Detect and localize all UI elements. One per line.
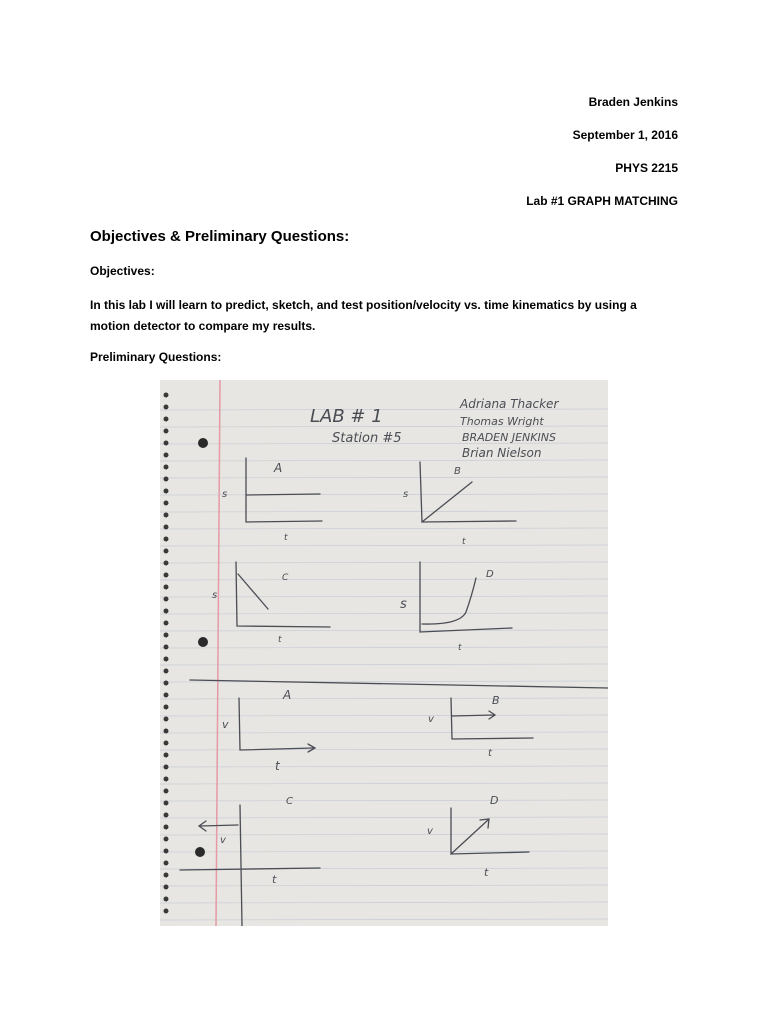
preliminary-questions-heading: Preliminary Questions: bbox=[90, 350, 222, 364]
v-axis-label: v bbox=[220, 835, 226, 846]
t-axis-label: t bbox=[272, 873, 277, 886]
graph-pos-b-label: B bbox=[454, 466, 461, 477]
t-axis-label: t bbox=[275, 759, 280, 773]
t-axis-label: t bbox=[488, 748, 492, 759]
notebook-photo bbox=[160, 380, 608, 926]
binder-hole bbox=[198, 637, 208, 647]
s-axis-label: s bbox=[212, 590, 218, 601]
v-axis-label: v bbox=[427, 826, 433, 837]
s-axis-label: s bbox=[403, 489, 409, 500]
graph-pos-a-label: A bbox=[274, 461, 283, 475]
s-axis-label: s bbox=[222, 489, 228, 500]
notebook-sketch bbox=[160, 380, 608, 926]
group-member-name: Brian Nielson bbox=[462, 446, 542, 460]
t-axis-label: t bbox=[284, 533, 288, 543]
objectives-text: In this lab I will learn to predict, sketch, and test position/velocity vs. time kinematics by using a motion detector to compare my results. bbox=[90, 298, 637, 333]
v-axis-label: v bbox=[428, 714, 434, 725]
notebook-title-line2: Station #5 bbox=[332, 431, 402, 446]
graph-pos-d-label: D bbox=[486, 569, 494, 580]
report-date: September 1, 2016 bbox=[572, 128, 678, 142]
objectives-heading: Objectives: bbox=[90, 264, 155, 278]
binder-hole bbox=[198, 438, 208, 448]
binder-hole bbox=[195, 847, 205, 857]
graph-vel-a-label: A bbox=[283, 688, 292, 702]
section-title: Objectives & Preliminary Questions: bbox=[90, 228, 350, 245]
s-axis-label: s bbox=[400, 597, 407, 612]
t-axis-label: t bbox=[278, 635, 282, 645]
t-axis-label: t bbox=[462, 537, 466, 547]
graph-vel-c-label: C bbox=[286, 796, 293, 807]
group-member-name: Thomas Wright bbox=[460, 415, 544, 428]
notebook-title-line1: LAB # 1 bbox=[310, 406, 383, 427]
v-axis-label: v bbox=[222, 718, 229, 731]
paper-background bbox=[160, 380, 608, 926]
graph-vel-d-label: D bbox=[490, 794, 499, 807]
course-code: PHYS 2215 bbox=[615, 161, 678, 175]
group-member-name: BRADEN JENKINS bbox=[462, 431, 556, 444]
author-name: Braden Jenkins bbox=[588, 95, 678, 109]
graph-pos-c-label: C bbox=[282, 573, 289, 583]
graph-vel-b-label: B bbox=[492, 694, 500, 707]
t-axis-label: t bbox=[484, 866, 489, 879]
group-member-name: Adriana Thacker bbox=[460, 397, 559, 411]
lab-title: Lab #1 GRAPH MATCHING bbox=[526, 194, 678, 208]
t-axis-label: t bbox=[458, 643, 462, 653]
